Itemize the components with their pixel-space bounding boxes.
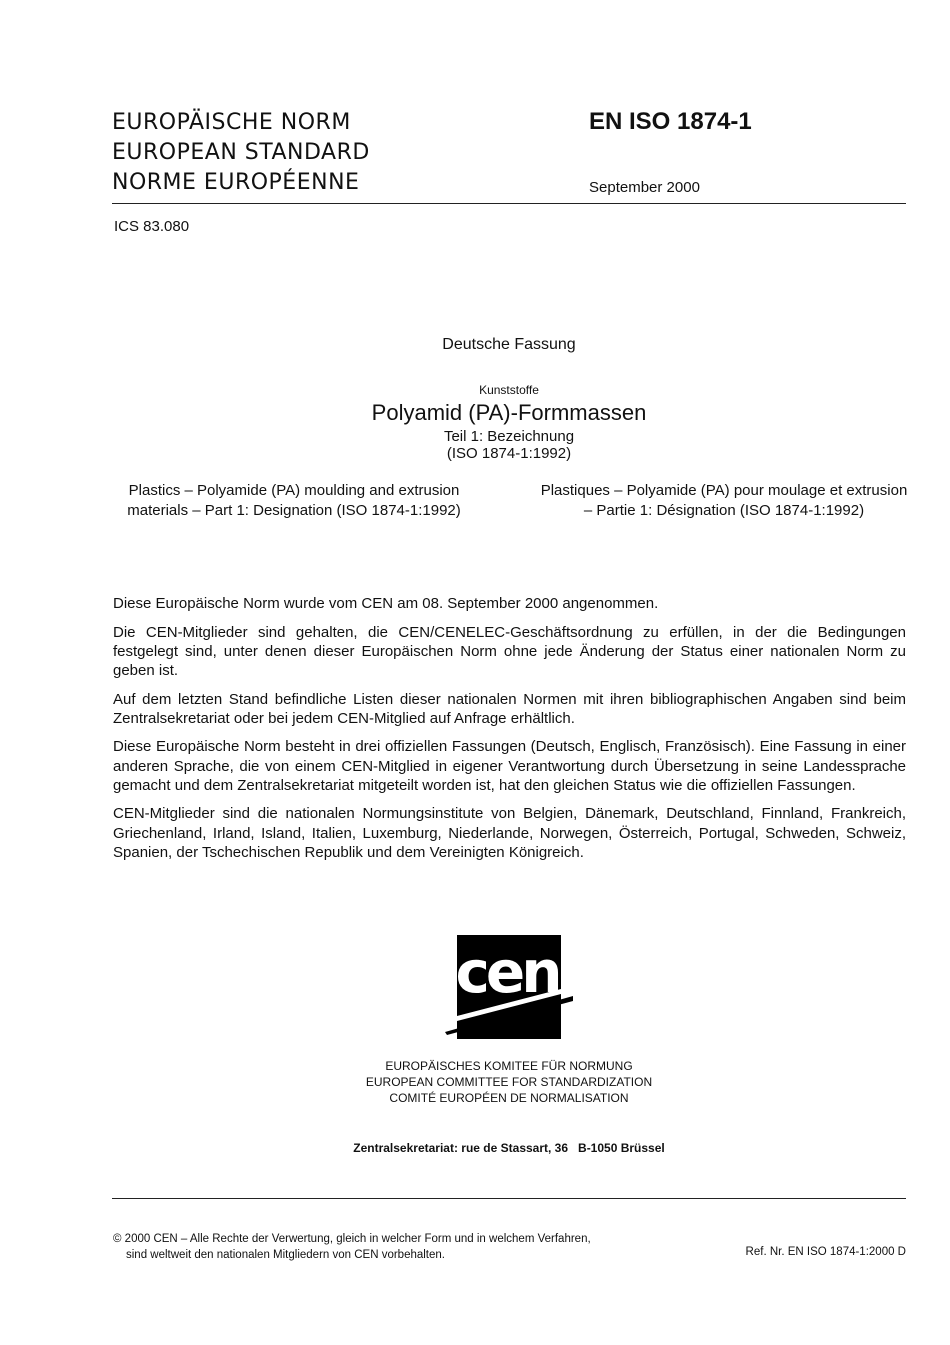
- copyright-line-2: sind weltweit den nationalen Mitgliedern von CEN vorbehalten.: [126, 1249, 445, 1261]
- organization-name-german: EUROPÄISCHES KOMITEE FÜR NORMUNG: [385, 1059, 633, 1073]
- paragraph-lists: Auf dem letzten Stand befindliche Listen dieser nationalen Normen mit ihren bibliographischen Angaben sind beim Zentralsekretariat oder bei jedem CEN-Mitglied auf Anfrage erhältlich.: [113, 690, 906, 727]
- standard-number: EN ISO 1874-1: [589, 108, 752, 135]
- english-title: Plastics – Polyamide (PA) moulding and extrusion materials – Part 1: Designation (ISO 1874-1:1992): [127, 482, 461, 519]
- title-english: EUROPEAN STANDARD: [112, 140, 370, 165]
- cen-logo: [443, 932, 575, 1045]
- cen-logo-icon: [443, 932, 575, 1040]
- copyright-notice: [113, 1231, 591, 1263]
- organization-name-french: COMITÉ EUROPÉEN DE NORMALISATION: [389, 1091, 629, 1105]
- ics-code: ICS 83.080: [114, 218, 190, 235]
- french-title: Plastiques – Polyamide (PA) pour moulage et extrusion – Partie 1: Désignation (ISO 1874-1:1992): [540, 482, 908, 519]
- iso-reference: (ISO 1874-1:1992): [446, 445, 572, 462]
- reference-number: Ref. Nr. EN ISO 1874-1:2000 D: [745, 1246, 906, 1258]
- copyright-line-1: © 2000 CEN – Alle Rechte der Verwertung, gleich in welcher Form und in welchem Verfahren,: [113, 1233, 591, 1245]
- title-german: EUROPÄISCHE NORM: [112, 110, 351, 135]
- body-text: [113, 594, 906, 871]
- title-french: NORME EUROPÉENNE: [112, 170, 360, 195]
- paragraph-adoption: Diese Europäische Norm wurde vom CEN am 08. September 2000 angenommen.: [113, 595, 659, 612]
- subject-label: Kunststoffe: [479, 383, 539, 397]
- paragraph-members: CEN-Mitglieder sind die nationalen Normungsinstitute von Belgien, Dänemark, Deutschland, Finnland, Frankreich, Griechenland, Irland, Island, Italien, Luxemburg, Niederlande, Norwegen, Österreich, Portugal, Schweden, Schweiz, Spanien, der Tschechischen Republik und dem Vereinigten Königreich.: [113, 805, 906, 861]
- footer-divider: [112, 1198, 906, 1199]
- secretariat-address: Zentralsekretariat: rue de Stassart, 36 B-1050 Brüssel: [353, 1141, 665, 1155]
- version-label: Deutsche Fassung: [442, 336, 576, 353]
- header-divider: [112, 203, 906, 204]
- publication-date: September 2000: [589, 179, 700, 196]
- cen-logo-text: cen: [455, 938, 559, 1006]
- main-title: Polyamid (PA)-Formmassen: [371, 400, 647, 425]
- organization-name-english: EUROPEAN COMMITTEE FOR STANDARDIZATION: [365, 1075, 653, 1089]
- paragraph-obligations: Die CEN-Mitglieder sind gehalten, die CEN/CENELEC-Geschäftsordnung zu erfüllen, in der die Bedingungen festgelegt sind, unter denen dieser Europäischen Norm ohne jede Änderung der Status einer nationalen Norm zu geben ist.: [113, 623, 906, 679]
- part-title: Teil 1: Bezeichnung: [443, 428, 575, 445]
- paragraph-versions: Diese Europäische Norm besteht in drei offiziellen Fassungen (Deutsch, Englisch, Französisch). Eine Fassung in einer anderen Sprache, die von einem CEN-Mitglied in eigener Verantwortung durch Übersetzung in seine Landessprache gemacht und dem Zentralsekretariat mitgeteilt worden ist, hat den gleichen Status wie die offiziellen Fassungen.: [113, 738, 906, 794]
